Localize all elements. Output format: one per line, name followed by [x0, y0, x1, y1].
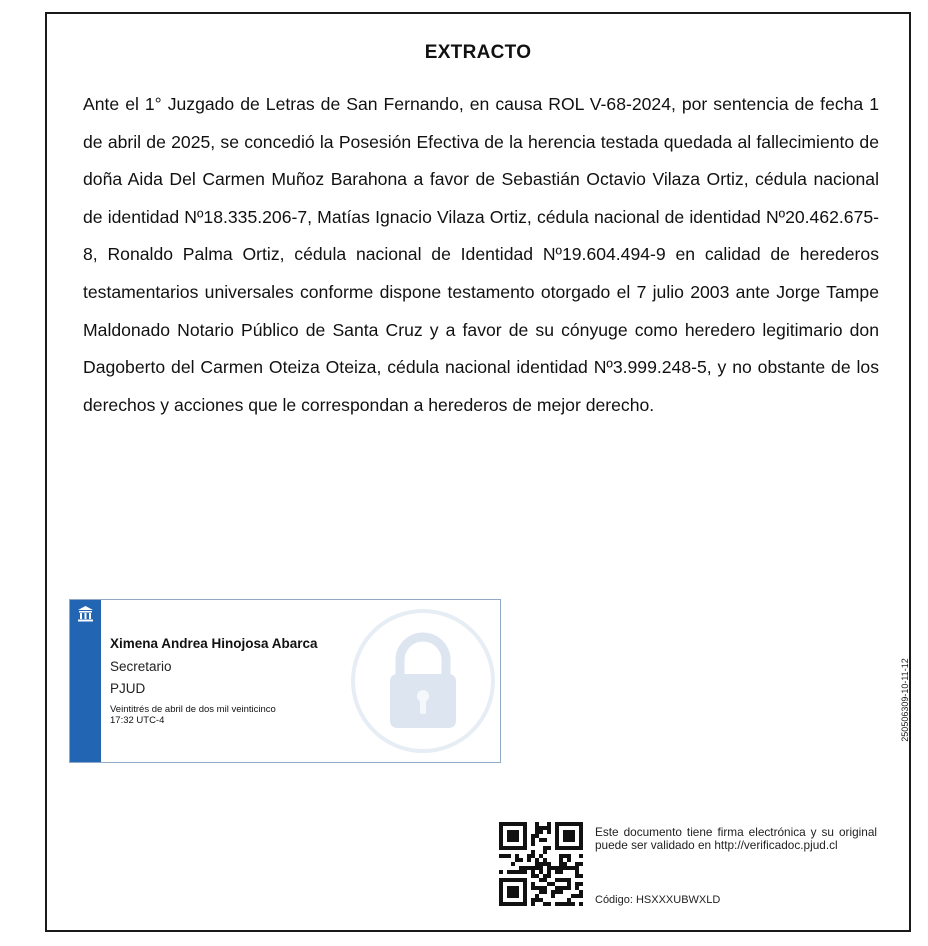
padlock-icon	[348, 606, 498, 756]
verification-code: Código: HSXXXUBWXLD	[595, 894, 721, 906]
verification-text: Este documento tiene firma electrónica y su original puede ser validado en http://verificadoc.pjud.cl	[595, 825, 877, 852]
document-frame	[45, 12, 911, 932]
document-title: EXTRACTO	[424, 42, 532, 63]
qr-code	[499, 822, 583, 906]
courthouse-icon	[77, 605, 94, 622]
signature-bar	[70, 600, 101, 762]
side-code: 250506309-10-11-12	[900, 658, 910, 742]
signer-role: Secretario	[110, 659, 172, 674]
signature-date-text: Veintitrés de abril de dos mil veinticinco	[110, 704, 276, 715]
document-body: Ante el 1° Juzgado de Letras de San Fernando, en causa ROL V-68-2024, por sentencia de fecha 1 de abril de 2025, se concedió la Posesión Efectiva de la herencia testada quedada al fallecimiento de doña Aida Del Carmen Muñoz Barahona a favor de Sebastián Octavio Vilaza Ortiz, cédula nacional de identidad Nº18.335.206-7, Matías Ignacio Vilaza Ortiz, cédula nacional de identidad Nº20.462.675-8, Ronaldo Palma Ortiz, cédula nacional de Identidad Nº19.604.494-9 en calidad de herederos testamentarios universales conforme dispone testamento otorgado el 7 julio 2003 ante Jorge Tampe Maldonado Notario Público de Santa Cruz y a favor de su cónyuge como heredero legitimario don Dagoberto del Carmen Oteiza Oteiza, cédula nacional identidad Nº3.999.248-5, y no obstante de los derechos y acciones que le correspondan a herederos de mejor derecho.	[83, 94, 879, 415]
signature-time-text: 17:32 UTC-4	[110, 715, 165, 726]
signer-name: Ximena Andrea Hinojosa Abarca	[110, 636, 318, 651]
signature-box	[69, 599, 501, 763]
signer-org: PJUD	[110, 681, 146, 696]
signature-date	[110, 704, 276, 726]
